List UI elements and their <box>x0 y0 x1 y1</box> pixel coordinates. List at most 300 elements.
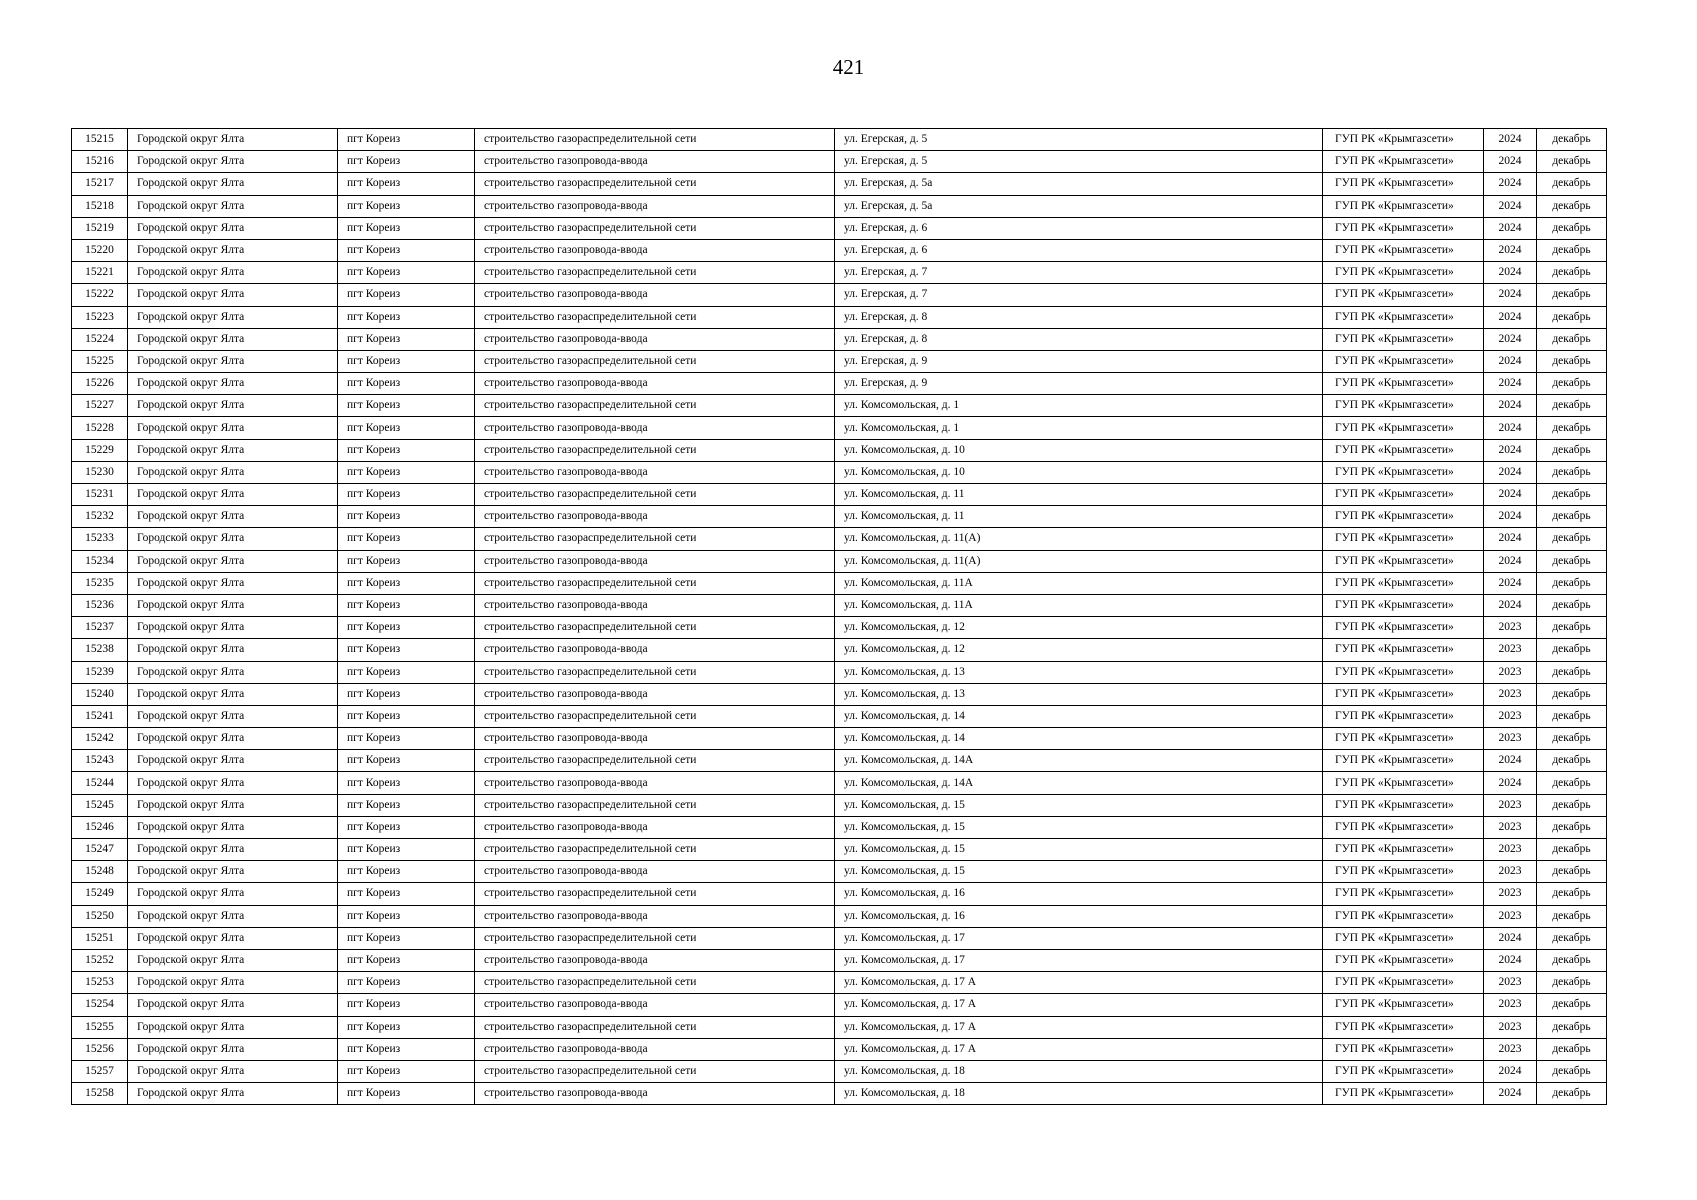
locality-cell: пгт Кореиз <box>338 839 475 861</box>
locality-cell: пгт Кореиз <box>338 306 475 328</box>
row-number-cell: 15222 <box>72 284 128 306</box>
locality-cell: пгт Кореиз <box>338 195 475 217</box>
work-type-cell: строительство газораспределительной сети <box>475 306 835 328</box>
organization-cell: ГУП РК «Крымгазсети» <box>1323 705 1484 727</box>
organization-cell: ГУП РК «Крымгазсети» <box>1323 373 1484 395</box>
address-cell: ул. Комсомольская, д. 17 А <box>835 1016 1323 1038</box>
organization-cell: ГУП РК «Крымгазсети» <box>1323 927 1484 949</box>
district-cell: Городской округ Ялта <box>128 350 338 372</box>
address-cell: ул. Комсомольская, д. 12 <box>835 639 1323 661</box>
organization-cell: ГУП РК «Крымгазсети» <box>1323 594 1484 616</box>
row-number-cell: 15217 <box>72 173 128 195</box>
work-type-cell: строительство газопровода-ввода <box>475 417 835 439</box>
locality-cell: пгт Кореиз <box>338 328 475 350</box>
year-cell: 2024 <box>1484 129 1537 151</box>
locality-cell: пгт Кореиз <box>338 350 475 372</box>
month-cell: декабрь <box>1537 461 1607 483</box>
locality-cell: пгт Кореиз <box>338 173 475 195</box>
row-number-cell: 15247 <box>72 839 128 861</box>
year-cell: 2024 <box>1484 373 1537 395</box>
row-number-cell: 15234 <box>72 550 128 572</box>
month-cell: декабрь <box>1537 572 1607 594</box>
work-type-cell: строительство газопровода-ввода <box>475 728 835 750</box>
address-cell: ул. Комсомольская, д. 1 <box>835 395 1323 417</box>
table-row <box>72 306 1607 328</box>
district-cell: Городской округ Ялта <box>128 705 338 727</box>
month-cell: декабрь <box>1537 350 1607 372</box>
address-cell: ул. Комсомольская, д. 11А <box>835 572 1323 594</box>
row-number-cell: 15227 <box>72 395 128 417</box>
address-cell: ул. Комсомольская, д. 14А <box>835 750 1323 772</box>
table-row <box>72 1060 1607 1082</box>
table-row <box>72 350 1607 372</box>
row-number-cell: 15216 <box>72 151 128 173</box>
organization-cell: ГУП РК «Крымгазсети» <box>1323 794 1484 816</box>
organization-cell: ГУП РК «Крымгазсети» <box>1323 1016 1484 1038</box>
address-cell: ул. Егерская, д. 6 <box>835 239 1323 261</box>
address-cell: ул. Егерская, д. 5а <box>835 173 1323 195</box>
year-cell: 2024 <box>1484 417 1537 439</box>
locality-cell: пгт Кореиз <box>338 217 475 239</box>
work-type-cell: строительство газораспределительной сети <box>475 395 835 417</box>
month-cell: декабрь <box>1537 395 1607 417</box>
district-cell: Городской округ Ялта <box>128 284 338 306</box>
table-row <box>72 528 1607 550</box>
work-type-cell: строительство газопровода-ввода <box>475 905 835 927</box>
address-cell: ул. Комсомольская, д. 16 <box>835 905 1323 927</box>
year-cell: 2023 <box>1484 1038 1537 1060</box>
work-type-cell: строительство газопровода-ввода <box>475 461 835 483</box>
year-cell: 2024 <box>1484 439 1537 461</box>
locality-cell: пгт Кореиз <box>338 750 475 772</box>
organization-cell: ГУП РК «Крымгазсети» <box>1323 350 1484 372</box>
year-cell: 2024 <box>1484 772 1537 794</box>
row-number-cell: 15228 <box>72 417 128 439</box>
month-cell: декабрь <box>1537 883 1607 905</box>
work-type-cell: строительство газораспределительной сети <box>475 173 835 195</box>
work-type-cell: строительство газораспределительной сети <box>475 705 835 727</box>
locality-cell: пгт Кореиз <box>338 772 475 794</box>
work-type-cell: строительство газораспределительной сети <box>475 484 835 506</box>
year-cell: 2024 <box>1484 572 1537 594</box>
address-cell: ул. Комсомольская, д. 17 А <box>835 1038 1323 1060</box>
address-cell: ул. Комсомольская, д. 11(А) <box>835 528 1323 550</box>
row-number-cell: 15237 <box>72 617 128 639</box>
work-type-cell: строительство газораспределительной сети <box>475 129 835 151</box>
month-cell: декабрь <box>1537 1060 1607 1082</box>
table-row <box>72 373 1607 395</box>
address-cell: ул. Комсомольская, д. 17 <box>835 949 1323 971</box>
row-number-cell: 15220 <box>72 239 128 261</box>
organization-cell: ГУП РК «Крымгазсети» <box>1323 195 1484 217</box>
district-cell: Городской округ Ялта <box>128 395 338 417</box>
address-cell: ул. Комсомольская, д. 13 <box>835 661 1323 683</box>
year-cell: 2023 <box>1484 816 1537 838</box>
work-type-cell: строительство газораспределительной сети <box>475 528 835 550</box>
work-type-cell: строительство газопровода-ввода <box>475 550 835 572</box>
year-cell: 2023 <box>1484 861 1537 883</box>
year-cell: 2024 <box>1484 395 1537 417</box>
locality-cell: пгт Кореиз <box>338 528 475 550</box>
registry-body <box>72 129 1607 1105</box>
row-number-cell: 15251 <box>72 927 128 949</box>
row-number-cell: 15245 <box>72 794 128 816</box>
locality-cell: пгт Кореиз <box>338 705 475 727</box>
organization-cell: ГУП РК «Крымгазсети» <box>1323 528 1484 550</box>
month-cell: декабрь <box>1537 661 1607 683</box>
organization-cell: ГУП РК «Крымгазсети» <box>1323 151 1484 173</box>
address-cell: ул. Егерская, д. 5 <box>835 151 1323 173</box>
address-cell: ул. Егерская, д. 5 <box>835 129 1323 151</box>
locality-cell: пгт Кореиз <box>338 617 475 639</box>
year-cell: 2024 <box>1484 239 1537 261</box>
district-cell: Городской округ Ялта <box>128 794 338 816</box>
district-cell: Городской округ Ялта <box>128 949 338 971</box>
district-cell: Городской округ Ялта <box>128 639 338 661</box>
district-cell: Городской округ Ялта <box>128 239 338 261</box>
table-row <box>72 151 1607 173</box>
organization-cell: ГУП РК «Крымгазсети» <box>1323 173 1484 195</box>
organization-cell: ГУП РК «Крымгазсети» <box>1323 750 1484 772</box>
table-row <box>72 129 1607 151</box>
address-cell: ул. Егерская, д. 6 <box>835 217 1323 239</box>
district-cell: Городской округ Ялта <box>128 927 338 949</box>
district-cell: Городской округ Ялта <box>128 905 338 927</box>
address-cell: ул. Егерская, д. 8 <box>835 306 1323 328</box>
row-number-cell: 15241 <box>72 705 128 727</box>
row-number-cell: 15229 <box>72 439 128 461</box>
month-cell: декабрь <box>1537 972 1607 994</box>
organization-cell: ГУП РК «Крымгазсети» <box>1323 972 1484 994</box>
district-cell: Городской округ Ялта <box>128 1038 338 1060</box>
organization-cell: ГУП РК «Крымгазсети» <box>1323 661 1484 683</box>
table-row <box>72 239 1607 261</box>
month-cell: декабрь <box>1537 151 1607 173</box>
address-cell: ул. Комсомольская, д. 17 А <box>835 972 1323 994</box>
locality-cell: пгт Кореиз <box>338 639 475 661</box>
district-cell: Городской округ Ялта <box>128 550 338 572</box>
locality-cell: пгт Кореиз <box>338 1038 475 1060</box>
year-cell: 2024 <box>1484 151 1537 173</box>
work-type-cell: строительство газопровода-ввода <box>475 151 835 173</box>
month-cell: декабрь <box>1537 484 1607 506</box>
year-cell: 2024 <box>1484 927 1537 949</box>
year-cell: 2024 <box>1484 350 1537 372</box>
table-row <box>72 572 1607 594</box>
locality-cell: пгт Кореиз <box>338 284 475 306</box>
table-row <box>72 217 1607 239</box>
month-cell: декабрь <box>1537 129 1607 151</box>
work-type-cell: строительство газопровода-ввода <box>475 639 835 661</box>
table-row <box>72 728 1607 750</box>
organization-cell: ГУП РК «Крымгазсети» <box>1323 417 1484 439</box>
organization-cell: ГУП РК «Крымгазсети» <box>1323 639 1484 661</box>
year-cell: 2023 <box>1484 617 1537 639</box>
organization-cell: ГУП РК «Крымгазсети» <box>1323 861 1484 883</box>
table-row <box>72 661 1607 683</box>
table-row <box>72 328 1607 350</box>
address-cell: ул. Егерская, д. 8 <box>835 328 1323 350</box>
table-row <box>72 839 1607 861</box>
year-cell: 2024 <box>1484 173 1537 195</box>
district-cell: Городской округ Ялта <box>128 328 338 350</box>
table-row <box>72 972 1607 994</box>
work-type-cell: строительство газопровода-ввода <box>475 994 835 1016</box>
locality-cell: пгт Кореиз <box>338 728 475 750</box>
row-number-cell: 15242 <box>72 728 128 750</box>
organization-cell: ГУП РК «Крымгазсети» <box>1323 816 1484 838</box>
month-cell: декабрь <box>1537 617 1607 639</box>
address-cell: ул. Комсомольская, д. 15 <box>835 816 1323 838</box>
table-row <box>72 927 1607 949</box>
year-cell: 2024 <box>1484 328 1537 350</box>
organization-cell: ГУП РК «Крымгазсети» <box>1323 306 1484 328</box>
organization-cell: ГУП РК «Крымгазсети» <box>1323 683 1484 705</box>
locality-cell: пгт Кореиз <box>338 683 475 705</box>
table-row <box>72 173 1607 195</box>
district-cell: Городской округ Ялта <box>128 439 338 461</box>
locality-cell: пгт Кореиз <box>338 661 475 683</box>
locality-cell: пгт Кореиз <box>338 816 475 838</box>
organization-cell: ГУП РК «Крымгазсети» <box>1323 1083 1484 1105</box>
table-row <box>72 617 1607 639</box>
table-row <box>72 683 1607 705</box>
row-number-cell: 15244 <box>72 772 128 794</box>
locality-cell: пгт Кореиз <box>338 506 475 528</box>
work-type-cell: строительство газопровода-ввода <box>475 195 835 217</box>
locality-cell: пгт Кореиз <box>338 395 475 417</box>
address-cell: ул. Комсомольская, д. 11 <box>835 506 1323 528</box>
month-cell: декабрь <box>1537 306 1607 328</box>
district-cell: Городской округ Ялта <box>128 772 338 794</box>
month-cell: декабрь <box>1537 705 1607 727</box>
month-cell: декабрь <box>1537 195 1607 217</box>
district-cell: Городской округ Ялта <box>128 373 338 395</box>
work-type-cell: строительство газопровода-ввода <box>475 1038 835 1060</box>
work-type-cell: строительство газораспределительной сети <box>475 927 835 949</box>
month-cell: декабрь <box>1537 639 1607 661</box>
year-cell: 2024 <box>1484 484 1537 506</box>
locality-cell: пгт Кореиз <box>338 151 475 173</box>
organization-cell: ГУП РК «Крымгазсети» <box>1323 439 1484 461</box>
month-cell: декабрь <box>1537 794 1607 816</box>
row-number-cell: 15219 <box>72 217 128 239</box>
district-cell: Городской округ Ялта <box>128 217 338 239</box>
address-cell: ул. Комсомольская, д. 13 <box>835 683 1323 705</box>
month-cell: декабрь <box>1537 217 1607 239</box>
locality-cell: пгт Кореиз <box>338 439 475 461</box>
district-cell: Городской округ Ялта <box>128 173 338 195</box>
district-cell: Городской округ Ялта <box>128 1060 338 1082</box>
work-type-cell: строительство газопровода-ввода <box>475 772 835 794</box>
work-type-cell: строительство газопровода-ввода <box>475 328 835 350</box>
address-cell: ул. Егерская, д. 7 <box>835 284 1323 306</box>
table-row <box>72 395 1607 417</box>
year-cell: 2024 <box>1484 506 1537 528</box>
month-cell: декабрь <box>1537 506 1607 528</box>
table-row <box>72 284 1607 306</box>
row-number-cell: 15215 <box>72 129 128 151</box>
work-type-cell: строительство газораспределительной сети <box>475 794 835 816</box>
row-number-cell: 15235 <box>72 572 128 594</box>
organization-cell: ГУП РК «Крымгазсети» <box>1323 550 1484 572</box>
district-cell: Городской округ Ялта <box>128 839 338 861</box>
locality-cell: пгт Кореиз <box>338 861 475 883</box>
year-cell: 2024 <box>1484 217 1537 239</box>
district-cell: Городской округ Ялта <box>128 417 338 439</box>
table-row <box>72 506 1607 528</box>
address-cell: ул. Комсомольская, д. 10 <box>835 461 1323 483</box>
row-number-cell: 15256 <box>72 1038 128 1060</box>
work-type-cell: строительство газопровода-ввода <box>475 373 835 395</box>
district-cell: Городской округ Ялта <box>128 661 338 683</box>
table-row <box>72 750 1607 772</box>
month-cell: декабрь <box>1537 861 1607 883</box>
row-number-cell: 15254 <box>72 994 128 1016</box>
month-cell: декабрь <box>1537 927 1607 949</box>
month-cell: декабрь <box>1537 373 1607 395</box>
locality-cell: пгт Кореиз <box>338 927 475 949</box>
address-cell: ул. Комсомольская, д. 11(А) <box>835 550 1323 572</box>
address-cell: ул. Комсомольская, д. 16 <box>835 883 1323 905</box>
month-cell: декабрь <box>1537 262 1607 284</box>
year-cell: 2024 <box>1484 949 1537 971</box>
row-number-cell: 15253 <box>72 972 128 994</box>
district-cell: Городской округ Ялта <box>128 816 338 838</box>
row-number-cell: 15258 <box>72 1083 128 1105</box>
locality-cell: пгт Кореиз <box>338 373 475 395</box>
address-cell: ул. Егерская, д. 9 <box>835 373 1323 395</box>
row-number-cell: 15250 <box>72 905 128 927</box>
month-cell: декабрь <box>1537 594 1607 616</box>
year-cell: 2024 <box>1484 195 1537 217</box>
table-row <box>72 262 1607 284</box>
year-cell: 2023 <box>1484 728 1537 750</box>
year-cell: 2024 <box>1484 528 1537 550</box>
row-number-cell: 15239 <box>72 661 128 683</box>
work-type-cell: строительство газораспределительной сети <box>475 617 835 639</box>
district-cell: Городской округ Ялта <box>128 750 338 772</box>
locality-cell: пгт Кореиз <box>338 972 475 994</box>
table-row <box>72 949 1607 971</box>
month-cell: декабрь <box>1537 1083 1607 1105</box>
work-type-cell: строительство газопровода-ввода <box>475 594 835 616</box>
month-cell: декабрь <box>1537 417 1607 439</box>
district-cell: Городской округ Ялта <box>128 1083 338 1105</box>
address-cell: ул. Комсомольская, д. 15 <box>835 861 1323 883</box>
table-row <box>72 461 1607 483</box>
year-cell: 2023 <box>1484 994 1537 1016</box>
work-type-cell: строительство газопровода-ввода <box>475 1083 835 1105</box>
district-cell: Городской округ Ялта <box>128 461 338 483</box>
locality-cell: пгт Кореиз <box>338 262 475 284</box>
table-row <box>72 1016 1607 1038</box>
address-cell: ул. Комсомольская, д. 15 <box>835 794 1323 816</box>
year-cell: 2024 <box>1484 306 1537 328</box>
month-cell: декабрь <box>1537 994 1607 1016</box>
table-row <box>72 861 1607 883</box>
row-number-cell: 15231 <box>72 484 128 506</box>
organization-cell: ГУП РК «Крымгазсети» <box>1323 239 1484 261</box>
row-number-cell: 15232 <box>72 506 128 528</box>
locality-cell: пгт Кореиз <box>338 484 475 506</box>
district-cell: Городской округ Ялта <box>128 151 338 173</box>
year-cell: 2023 <box>1484 839 1537 861</box>
table-row <box>72 195 1607 217</box>
locality-cell: пгт Кореиз <box>338 550 475 572</box>
table-row <box>72 439 1607 461</box>
table-row <box>72 417 1607 439</box>
row-number-cell: 15223 <box>72 306 128 328</box>
registry-table <box>71 128 1607 1105</box>
month-cell: декабрь <box>1537 1038 1607 1060</box>
district-cell: Городской округ Ялта <box>128 484 338 506</box>
table-row <box>72 905 1607 927</box>
year-cell: 2024 <box>1484 1083 1537 1105</box>
address-cell: ул. Егерская, д. 5а <box>835 195 1323 217</box>
locality-cell: пгт Кореиз <box>338 1060 475 1082</box>
month-cell: декабрь <box>1537 816 1607 838</box>
district-cell: Городской округ Ялта <box>128 883 338 905</box>
work-type-cell: строительство газопровода-ввода <box>475 861 835 883</box>
row-number-cell: 15226 <box>72 373 128 395</box>
table-row <box>72 550 1607 572</box>
table-row <box>72 816 1607 838</box>
month-cell: декабрь <box>1537 1016 1607 1038</box>
district-cell: Городской округ Ялта <box>128 195 338 217</box>
work-type-cell: строительство газораспределительной сети <box>475 1060 835 1082</box>
locality-cell: пгт Кореиз <box>338 994 475 1016</box>
address-cell: ул. Комсомольская, д. 11А <box>835 594 1323 616</box>
locality-cell: пгт Кореиз <box>338 461 475 483</box>
work-type-cell: строительство газопровода-ввода <box>475 239 835 261</box>
address-cell: ул. Егерская, д. 9 <box>835 350 1323 372</box>
locality-cell: пгт Кореиз <box>338 129 475 151</box>
address-cell: ул. Комсомольская, д. 12 <box>835 617 1323 639</box>
locality-cell: пгт Кореиз <box>338 949 475 971</box>
row-number-cell: 15230 <box>72 461 128 483</box>
district-cell: Городской округ Ялта <box>128 683 338 705</box>
row-number-cell: 15225 <box>72 350 128 372</box>
year-cell: 2023 <box>1484 883 1537 905</box>
organization-cell: ГУП РК «Крымгазсети» <box>1323 1060 1484 1082</box>
year-cell: 2024 <box>1484 1060 1537 1082</box>
work-type-cell: строительство газораспределительной сети <box>475 750 835 772</box>
year-cell: 2023 <box>1484 1016 1537 1038</box>
organization-cell: ГУП РК «Крымгазсети» <box>1323 994 1484 1016</box>
district-cell: Городской округ Ялта <box>128 994 338 1016</box>
row-number-cell: 15255 <box>72 1016 128 1038</box>
organization-cell: ГУП РК «Крымгазсети» <box>1323 772 1484 794</box>
address-cell: ул. Комсомольская, д. 17 А <box>835 994 1323 1016</box>
row-number-cell: 15238 <box>72 639 128 661</box>
district-cell: Городской округ Ялта <box>128 129 338 151</box>
year-cell: 2024 <box>1484 750 1537 772</box>
district-cell: Городской округ Ялта <box>128 506 338 528</box>
row-number-cell: 15257 <box>72 1060 128 1082</box>
district-cell: Городской округ Ялта <box>128 972 338 994</box>
page-number: 421 <box>832 55 865 79</box>
row-number-cell: 15248 <box>72 861 128 883</box>
organization-cell: ГУП РК «Крымгазсети» <box>1323 484 1484 506</box>
table-row <box>72 705 1607 727</box>
work-type-cell: строительство газораспределительной сети <box>475 217 835 239</box>
address-cell: ул. Комсомольская, д. 18 <box>835 1083 1323 1105</box>
work-type-cell: строительство газопровода-ввода <box>475 506 835 528</box>
organization-cell: ГУП РК «Крымгазсети» <box>1323 883 1484 905</box>
work-type-cell: строительство газораспределительной сети <box>475 839 835 861</box>
work-type-cell: строительство газораспределительной сети <box>475 1016 835 1038</box>
